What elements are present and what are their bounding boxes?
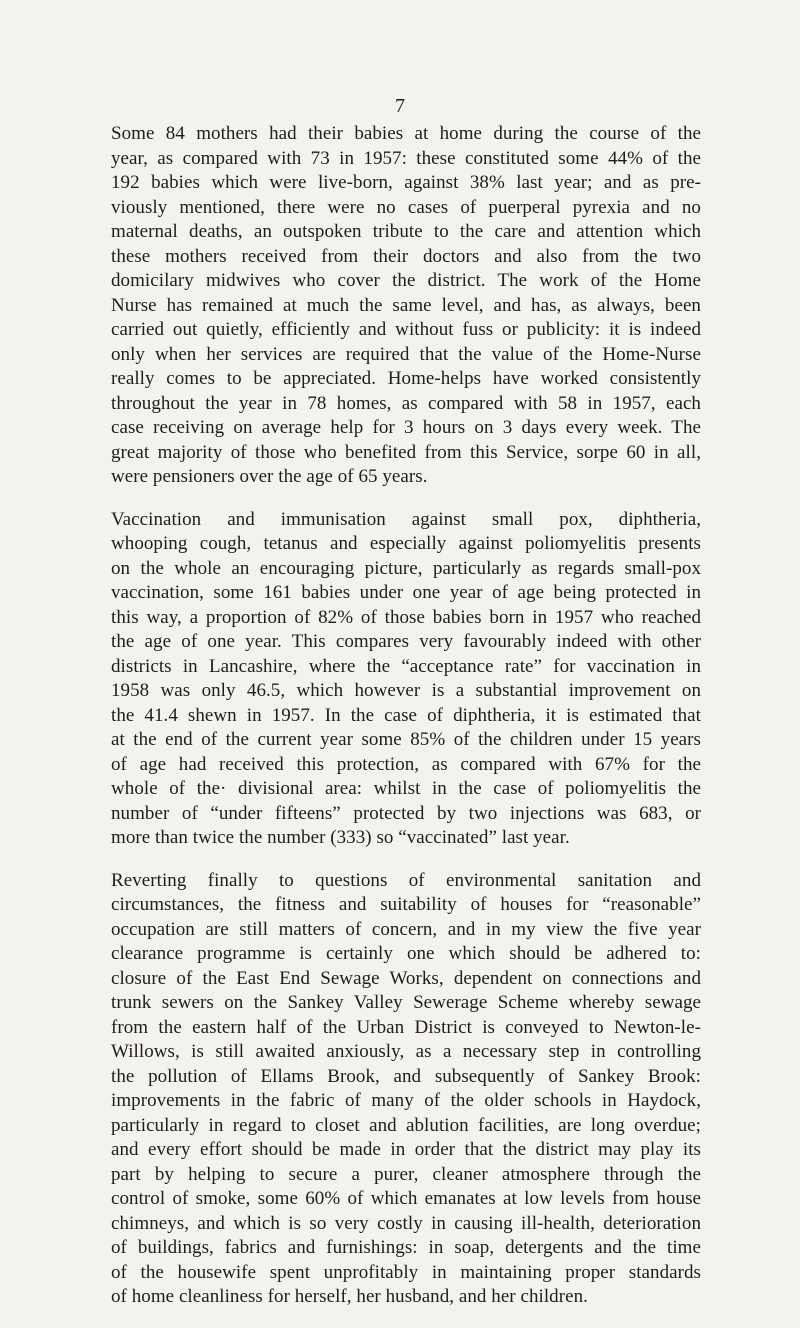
text-line: the age of one year. This compares very favourably indeed with other	[111, 631, 701, 652]
text-line: domicilary midwives who cover the district. The work of the Home	[111, 270, 701, 291]
text-line: throughout the year in 78 homes, as compared with 58 in 1957, each	[111, 392, 701, 414]
paragraph-vaccination	[111, 508, 701, 851]
text-line: the pollution of Ellams Brook, and subsequently of Sankey Brook:	[111, 1065, 701, 1087]
text-line: circumstances, the fitness and suitability of houses for “reasonable”	[111, 894, 701, 915]
text-line: districts in Lancashire, where the “acceptance rate” for vaccination in	[111, 655, 701, 677]
text-line: carried out quietly, efficiently and without fuss or publicity: it is indeed	[111, 319, 701, 340]
text-line: from the eastern half of the Urban District is conveyed to Newton-le-	[111, 1016, 701, 1038]
text-line: and every effort should be made in order that the district may play its	[111, 1139, 701, 1160]
paragraph-home-births	[111, 122, 701, 490]
text-line: at the end of the current year some 85% of the children under 15 years	[111, 729, 701, 750]
text-line: on the whole an encouraging picture, particularly as regards small-pox	[111, 557, 701, 579]
text-line: 192 babies which were live-born, against 38% last year; and as pre-	[111, 172, 701, 193]
text-line: 1958 was only 46.5, which however is a substantial improvement on	[111, 680, 701, 701]
text-line: Willows, is still awaited anxiously, as a necessary step in controlling	[111, 1041, 701, 1062]
text-line: of home cleanliness for herself, her husband, and her children.	[111, 1286, 588, 1307]
text-line: really comes to be appreciated. Home-helps have worked consistently	[111, 368, 701, 389]
text-line: control of smoke, some 60% of which emanates at low levels from house	[111, 1188, 701, 1209]
text-line: clearance programme is certainly one which should be adhered to:	[111, 943, 701, 964]
text-line: closure of the East End Sewage Works, dependent on connections and	[111, 967, 701, 989]
text-line: whole of the· divisional area: whilst in the case of poliomyelitis the	[111, 778, 701, 799]
text-line: occupation are still matters of concern, and in my view the five year	[111, 918, 701, 940]
text-line: of age had received this protection, as compared with 67% for the	[111, 753, 701, 775]
text-line: case receiving on average help for 3 hours on 3 days every week. The	[111, 417, 701, 438]
text-line: improvements in the fabric of many of the older schools in Haydock,	[111, 1090, 701, 1111]
text-line: trunk sewers on the Sankey Valley Sewerage Scheme whereby sewage	[111, 992, 701, 1013]
text-line: Nurse has remained at much the same level, and has, as always, been	[111, 294, 701, 316]
text-line: vaccination, some 161 babies under one year of age being protected in	[111, 582, 701, 603]
text-line: whooping cough, tetanus and especially against poliomyelitis presents	[111, 533, 701, 554]
text-line: Vaccination and immunisation against small pox, diphtheria,	[111, 508, 701, 530]
text-line: Reverting finally to questions of environmental sanitation and	[111, 869, 701, 891]
text-line: the 41.4 shewn in 1957. In the case of diphtheria, it is estimated that	[111, 704, 701, 726]
text-line: of the housewife spent unprofitably in maintaining proper standards	[111, 1261, 701, 1283]
text-line: of buildings, fabrics and furnishings: in soap, detergents and the time	[111, 1237, 701, 1258]
text-line: particularly in regard to closet and ablution facilities, are long overdue;	[111, 1114, 701, 1136]
text-line: year, as compared with 73 in 1957: these constituted some 44% of the	[111, 147, 701, 169]
text-line: this way, a proportion of 82% of those babies born in 1957 who reached	[111, 606, 701, 628]
text-line: were pensioners over the age of 65 years.	[111, 466, 428, 487]
text-line: great majority of those who benefited from this Service, sorpe 60 in all,	[111, 441, 701, 463]
text-line: these mothers received from their doctors and also from the two	[111, 245, 701, 267]
text-line: Some 84 mothers had their babies at home during the course of the	[111, 123, 701, 144]
page-number: 7	[395, 95, 405, 117]
paragraph-environmental-sanitation	[111, 869, 701, 1310]
text-line: part by helping to secure a purer, cleaner atmosphere through the	[111, 1163, 701, 1185]
body-text	[111, 122, 701, 1328]
text-line: only when her services are required that the value of the Home-Nurse	[111, 343, 701, 365]
text-line: maternal deaths, an outspoken tribute to the care and attention which	[111, 221, 701, 242]
text-line: chimneys, and which is so very costly in causing ill-health, deterioration	[111, 1212, 701, 1234]
text-line: number of “under fifteens” protected by two injections was 683, or	[111, 802, 701, 824]
text-line: more than twice the number (333) so “vaccinated” last year.	[111, 827, 570, 848]
text-line: viously mentioned, there were no cases of puerperal pyrexia and no	[111, 196, 701, 218]
